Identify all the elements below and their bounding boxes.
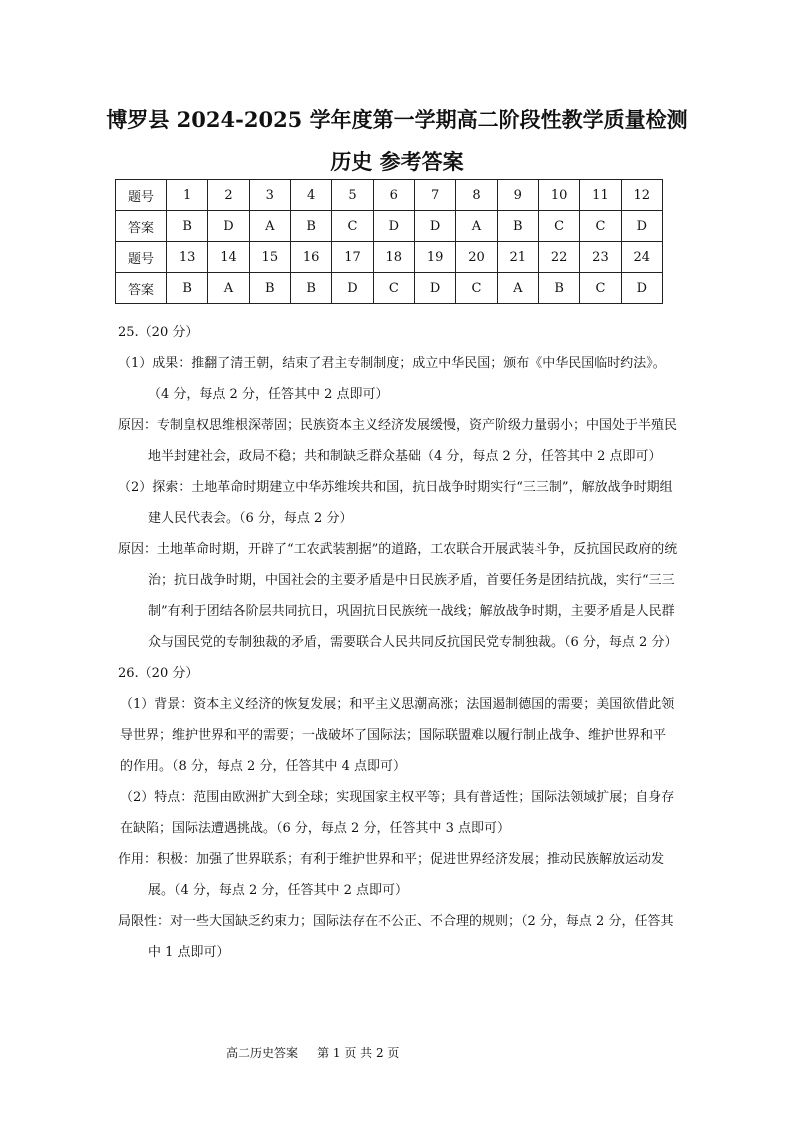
table-cell: 15 (249, 242, 290, 273)
q25-heading: 25.（20 分） (118, 325, 199, 340)
table-cell: 5 (332, 180, 373, 211)
table-cell: 16 (290, 242, 331, 273)
document-subtitle: 历史 参考答案 (330, 149, 464, 174)
table-cell: A (249, 211, 290, 242)
table-row (116, 273, 663, 304)
table-cell: C (456, 273, 497, 304)
table-cell: D (621, 273, 662, 304)
table-cell: 21 (497, 242, 538, 273)
table-row-header: 题号 (116, 180, 167, 211)
q26-part2-features: （2）特点：范围由欧洲扩大到全球；实现国家主权平等；具有普适性；国际法领域扩展；自身存在缺陷；国际法遭遇挑战。（6 分，每点 2 分，任答其中 3 点即可） (120, 790, 675, 836)
q25-part2-explorations: （2）探索：土地革命时期建立中华苏维埃共和国，抗日战争时期实行“三三制”，解放战争时期组建人民代表会。（6 分，每点 2 分） (118, 480, 673, 526)
table-cell: 6 (373, 180, 414, 211)
table-cell: D (414, 273, 455, 304)
table-cell: 20 (456, 242, 497, 273)
table-cell: 17 (332, 242, 373, 273)
table-cell: A (497, 273, 538, 304)
table-cell: D (621, 211, 662, 242)
table-cell: B (538, 273, 579, 304)
table-cell: C (373, 273, 414, 304)
answer-body-text (118, 317, 678, 968)
document-title: 博罗县 2024-2025 学年度第一学期高二阶段性教学质量检测 (106, 107, 688, 132)
answer-table (115, 179, 663, 304)
q25-part1-reasons: 原因：专制皇权思维根深蒂固；民族资本主义经济发展缓慢，资产阶级力量弱小；中国处于半殖民地半封建社会，政局不稳；共和制缺乏群众基础（4 分，每点 2 分，任答其中 2 点即可） (118, 418, 678, 464)
q26-part2-limitations: 局限性：对一些大国缺乏约束力；国际法存在不公正、不合理的规则；（2 分，每点 2 分，任答其中 1 点即可） (118, 914, 674, 960)
page-footer: 高二历史答案 第 1 页 共 2 页 (226, 1046, 400, 1060)
table-row (116, 211, 663, 242)
table-cell: 7 (414, 180, 455, 211)
table-row-header: 答案 (116, 273, 167, 304)
table-cell: 14 (208, 242, 249, 273)
table-cell: 12 (621, 180, 662, 211)
table-cell: C (332, 211, 373, 242)
table-cell: 11 (580, 180, 621, 211)
table-cell: B (167, 273, 208, 304)
table-cell: 1 (167, 180, 208, 211)
table-cell: A (208, 273, 249, 304)
table-cell: 23 (580, 242, 621, 273)
table-cell: D (414, 211, 455, 242)
q26-part2-effects: 作用：积极：加强了世界联系；有利于维护世界和平；促进世界经济发展；推动民族解放运动发展。（4 分，每点 2 分，任答其中 2 点即可） (118, 852, 665, 898)
table-cell: 4 (290, 180, 331, 211)
table-cell: D (373, 211, 414, 242)
table-row (116, 180, 663, 211)
table-cell: C (538, 211, 579, 242)
table-cell: C (580, 273, 621, 304)
table-cell: 22 (538, 242, 579, 273)
q25-part1-achievements: （1）成果：推翻了清王朝，结束了君主专制制度；成立中华民国；颁布《中华民国临时约法》。（4 分，每点 2 分，任答其中 2 点即可） (118, 356, 666, 402)
table-cell: 8 (456, 180, 497, 211)
table-cell: B (290, 211, 331, 242)
table-cell: 18 (373, 242, 414, 273)
table-cell: 13 (167, 242, 208, 273)
table-row-header: 题号 (116, 242, 167, 273)
q26-heading: 26.（20 分） (118, 666, 199, 681)
table-cell: 19 (414, 242, 455, 273)
table-cell: B (167, 211, 208, 242)
table-cell: B (497, 211, 538, 242)
q26-part1-background: （1）背景：资本主义经济的恢复发展；和平主义思潮高涨；法国遏制德国的需要；美国欲借此领导世界；维护世界和平的需要；一战破坏了国际法；国际联盟难以履行制止战争、维护世界和平的作用。（8 分，每点 2 分，任答其中 4 点即可） (120, 697, 675, 774)
table-cell: 10 (538, 180, 579, 211)
table-cell: 24 (621, 242, 662, 273)
table-cell: 3 (249, 180, 290, 211)
table-cell: D (332, 273, 373, 304)
table-cell: B (249, 273, 290, 304)
table-row (116, 242, 663, 273)
table-cell: C (580, 211, 621, 242)
table-row-header: 答案 (116, 211, 167, 242)
table-cell: B (290, 273, 331, 304)
table-cell: 9 (497, 180, 538, 211)
table-cell: 2 (208, 180, 249, 211)
table-cell: D (208, 211, 249, 242)
table-cell: A (456, 211, 497, 242)
q25-part2-reasons: 原因：土地革命时期，开辟了“工农武装割据”的道路，工农联合开展武装斗争，反抗国民政府的统治；抗日战争时期，中国社会的主要矛盾是中日民族矛盾，首要任务是团结抗战，实行“三三制”有利于团结各阶层共同抗日，巩固抗日民族统一战线；解放战争时期，主要矛盾是人民群众与国民党的专制独裁的矛盾，需要联合人民共同反抗国民党专制独裁。（6 分，每点 2 分） (118, 542, 678, 650)
